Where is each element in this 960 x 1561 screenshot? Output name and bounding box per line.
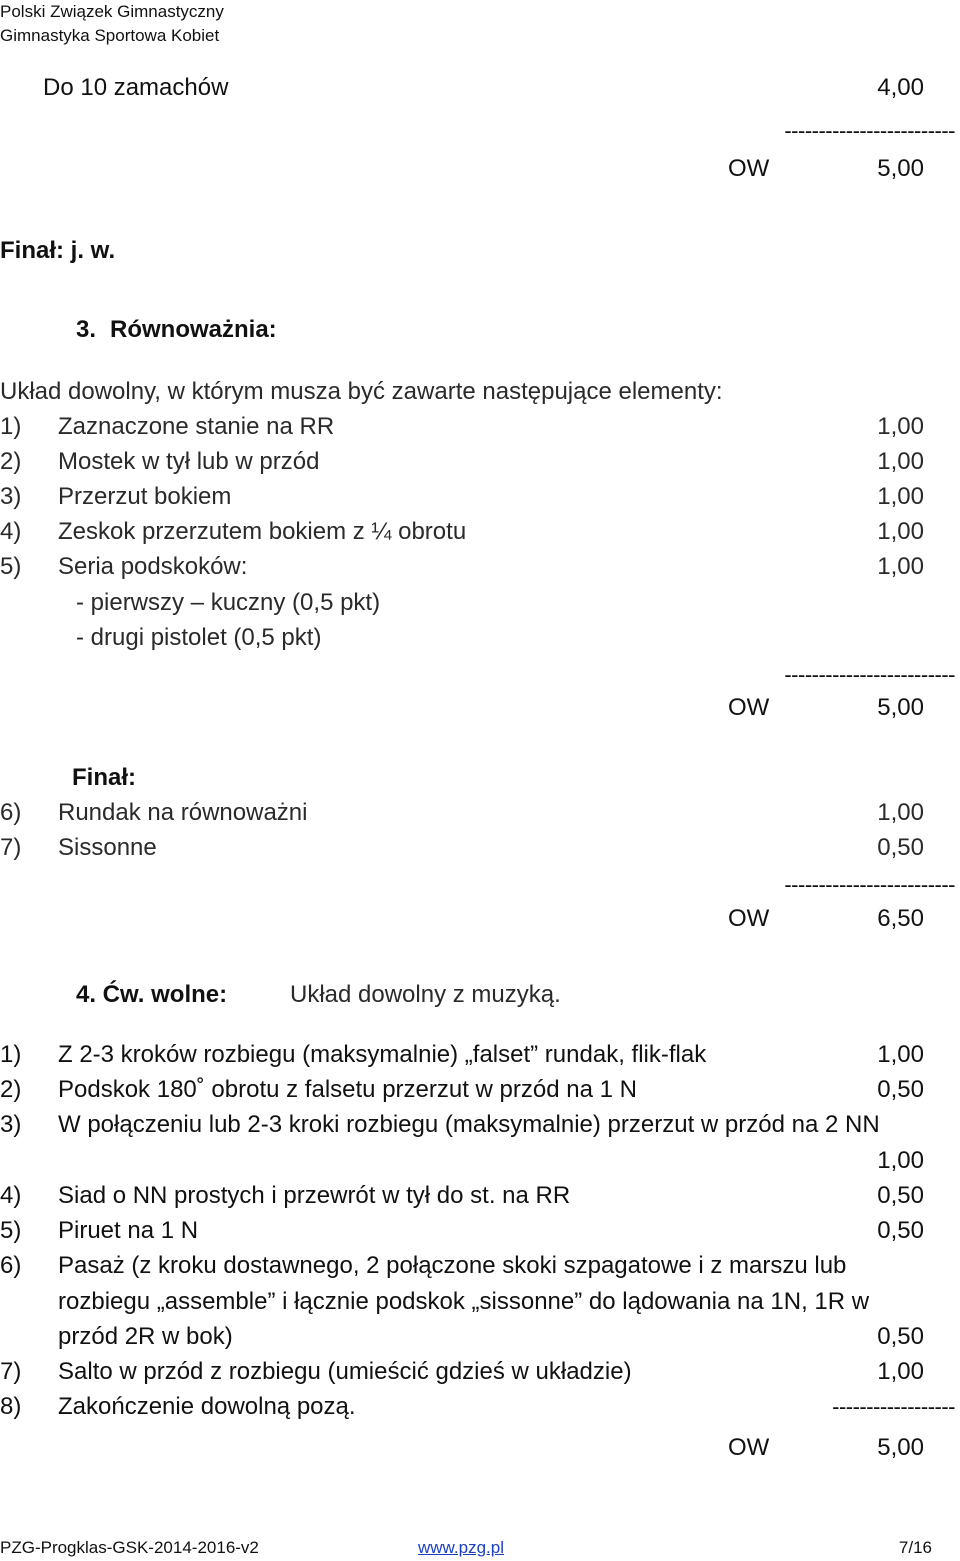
list-item-num: 4) [0,1182,22,1209]
ow-value: 5,00 [877,694,924,721]
list-item-value: 1,00 [877,518,924,545]
list-item-num: 6) [0,799,22,826]
separator: ------------------------- [784,118,955,143]
ow-value: 5,00 [877,1434,924,1461]
ow-value: 5,00 [877,155,924,182]
list-item-num: 1) [0,413,22,440]
ow-label: OW [728,905,770,932]
list-item-label: Zeskok przerzutem bokiem z ¼ obrotu [58,518,467,545]
list-item-value: 1,00 [877,799,924,826]
list-item-num: 3) [0,483,22,510]
list-item-label: Salto w przód z rozbiegu (umieścić gdzieś w układzie) [58,1358,632,1385]
list-item-value: 1,00 [877,483,924,510]
section-heading: Równoważnia: [110,316,277,343]
ow-label: OW [728,1434,770,1461]
list-item-label: Seria podskoków: [58,553,248,580]
section-intro: Układ dowolny, w którym musza być zawarte następujące elementy: [0,378,723,405]
list-item-label: przód 2R w bok) [58,1323,233,1350]
list-item-num: 2) [0,448,22,475]
item-value: 4,00 [877,74,924,101]
header-org-name: Polski Związek Gimnastyczny [0,2,224,21]
section-number: 3. [76,316,97,343]
list-item-value: 1,00 [877,413,924,440]
list-item-value: 1,00 [877,1147,924,1174]
list-item-num: 2) [0,1076,22,1103]
list-item-value: 1,00 [877,448,924,475]
list-item-label: Mostek w tył lub w przód [58,448,320,475]
list-item-num: 7) [0,1358,22,1385]
footer-page-number: 7/16 [898,1538,932,1557]
list-item-num: 7) [0,834,22,861]
list-item-value: 1,00 [877,553,924,580]
list-item-num: 5) [0,1217,22,1244]
separator: ------------------------- [784,662,955,687]
ow-label: OW [728,155,770,182]
list-item-num: 5) [0,553,22,580]
footer-doc-code: PZG-Progklas-GSK-2014-2016-v2 [0,1538,259,1557]
section-heading: 4. Ćw. wolne: [76,981,228,1008]
list-item-label: Rundak na równoważni [58,799,308,826]
list-item-num: 4) [0,518,22,545]
list-item-label: Piruet na 1 N [58,1217,199,1244]
separator: ------------------ [832,1394,955,1419]
sub-item: - pierwszy – kuczny (0,5 pkt) [76,589,381,616]
ow-label: OW [728,694,770,721]
list-item-value: 1,00 [877,1041,924,1068]
header-section-name: Gimnastyka Sportowa Kobiet [0,26,220,45]
sub-item: - drugi pistolet (0,5 pkt) [76,624,322,651]
list-item-label: rozbiegu „assemble” i łącznie podskok „sissonne” do lądowania na 1N, 1R w [58,1288,870,1315]
list-item-label: Pasaż (z kroku dostawnego, 2 połączone skoki szpagatowe i z marszu lub [58,1252,847,1279]
section-subtitle: Układ dowolny z muzyką. [290,981,561,1008]
list-item-num: 6) [0,1252,22,1279]
list-item-value: 1,00 [877,1358,924,1385]
list-item-label: Podskok 180˚ obrotu z falsetu przerzut w przód na 1 N [58,1076,637,1103]
list-item-value: 0,50 [877,1076,924,1103]
list-item-label: Przerzut bokiem [58,483,232,510]
list-item-value: 0,50 [877,1217,924,1244]
footer-website-link[interactable]: www.pzg.pl [418,1538,504,1557]
list-item-num: 8) [0,1393,22,1420]
final-heading: Finał: [72,764,136,791]
list-item-label: Zakończenie dowolną pozą. [58,1393,356,1420]
separator: ------------------------- [784,872,955,897]
list-item-label: Siad o NN prostych i przewrót w tył do st. na RR [58,1182,571,1209]
ow-value: 6,50 [877,905,924,932]
list-item-num: 3) [0,1111,22,1138]
list-item-label: Sissonne [58,834,157,861]
list-item-num: 1) [0,1041,22,1068]
list-item-label: Zaznaczone stanie na RR [58,413,335,440]
final-label: Finał: j. w. [0,237,116,264]
list-item-value: 0,50 [877,1323,924,1350]
list-item-value: 0,50 [877,834,924,861]
item-label: Do 10 zamachów [43,74,229,101]
list-item-label: Z 2-3 kroków rozbiegu (maksymalnie) „falset” rundak, flik-flak [58,1041,707,1068]
list-item-value: 0,50 [877,1182,924,1209]
list-item-label: W połączeniu lub 2-3 kroki rozbiegu (maksymalnie) przerzut w przód na 2 NN [58,1111,880,1138]
